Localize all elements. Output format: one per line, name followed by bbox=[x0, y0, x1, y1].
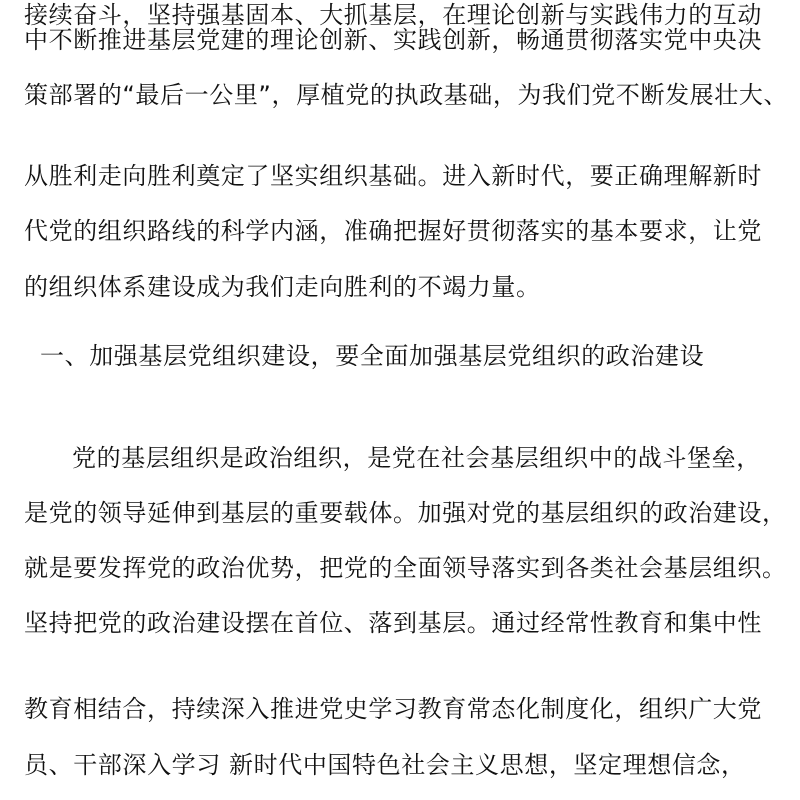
paragraph1-line-2: 中不断推进基层党建的理论创新、实践创新，畅通贯彻落实党中央决 bbox=[24, 26, 762, 54]
section-heading-1: 一、加强基层党组织建设，要全面加强基层党组织的政治建设 bbox=[40, 342, 705, 370]
paragraph2-line-1: 党的基层组织是政治组织，是党在社会基层组织中的战斗堡垒， bbox=[72, 444, 761, 472]
paragraph1-line-3: 策部署的“最后一公里”，厚植党的执政基础，为我们党不断发展壮大、 bbox=[24, 81, 789, 109]
paragraph1-line-5: 代党的组织路线的科学内涵，准确把握好贯彻落实的基本要求，让党 bbox=[24, 217, 762, 245]
paragraph1-line-1: 接续奋斗，坚持强基固本、大抓基层，在理论创新与实践伟力的互动 bbox=[24, 1, 762, 29]
paragraph2-line-2: 是党的领导延伸到基层的重要载体。加强对党的基层组织的政治建设， bbox=[24, 499, 787, 527]
paragraph3-line-2: 员、干部深入学习 新时代中国特色社会主义思想，坚定理想信念， bbox=[24, 751, 746, 779]
paragraph1-line-6: 的组织体系建设成为我们走向胜利的不竭力量。 bbox=[24, 273, 541, 301]
paragraph2-line-4: 坚持把党的政治建设摆在首位、落到基层。通过经常性教育和集中性 bbox=[24, 609, 762, 637]
paragraph3-line-1: 教育相结合，持续深入推进党史学习教育常态化制度化，组织广大党 bbox=[24, 695, 762, 723]
paragraph2-line-3: 就是要发挥党的政治优势，把党的全面领导落实到各类社会基层组织。 bbox=[24, 554, 787, 582]
paragraph1-line-4: 从胜利走向胜利奠定了坚实组织基础。进入新时代，要正确理解新时 bbox=[24, 162, 762, 190]
